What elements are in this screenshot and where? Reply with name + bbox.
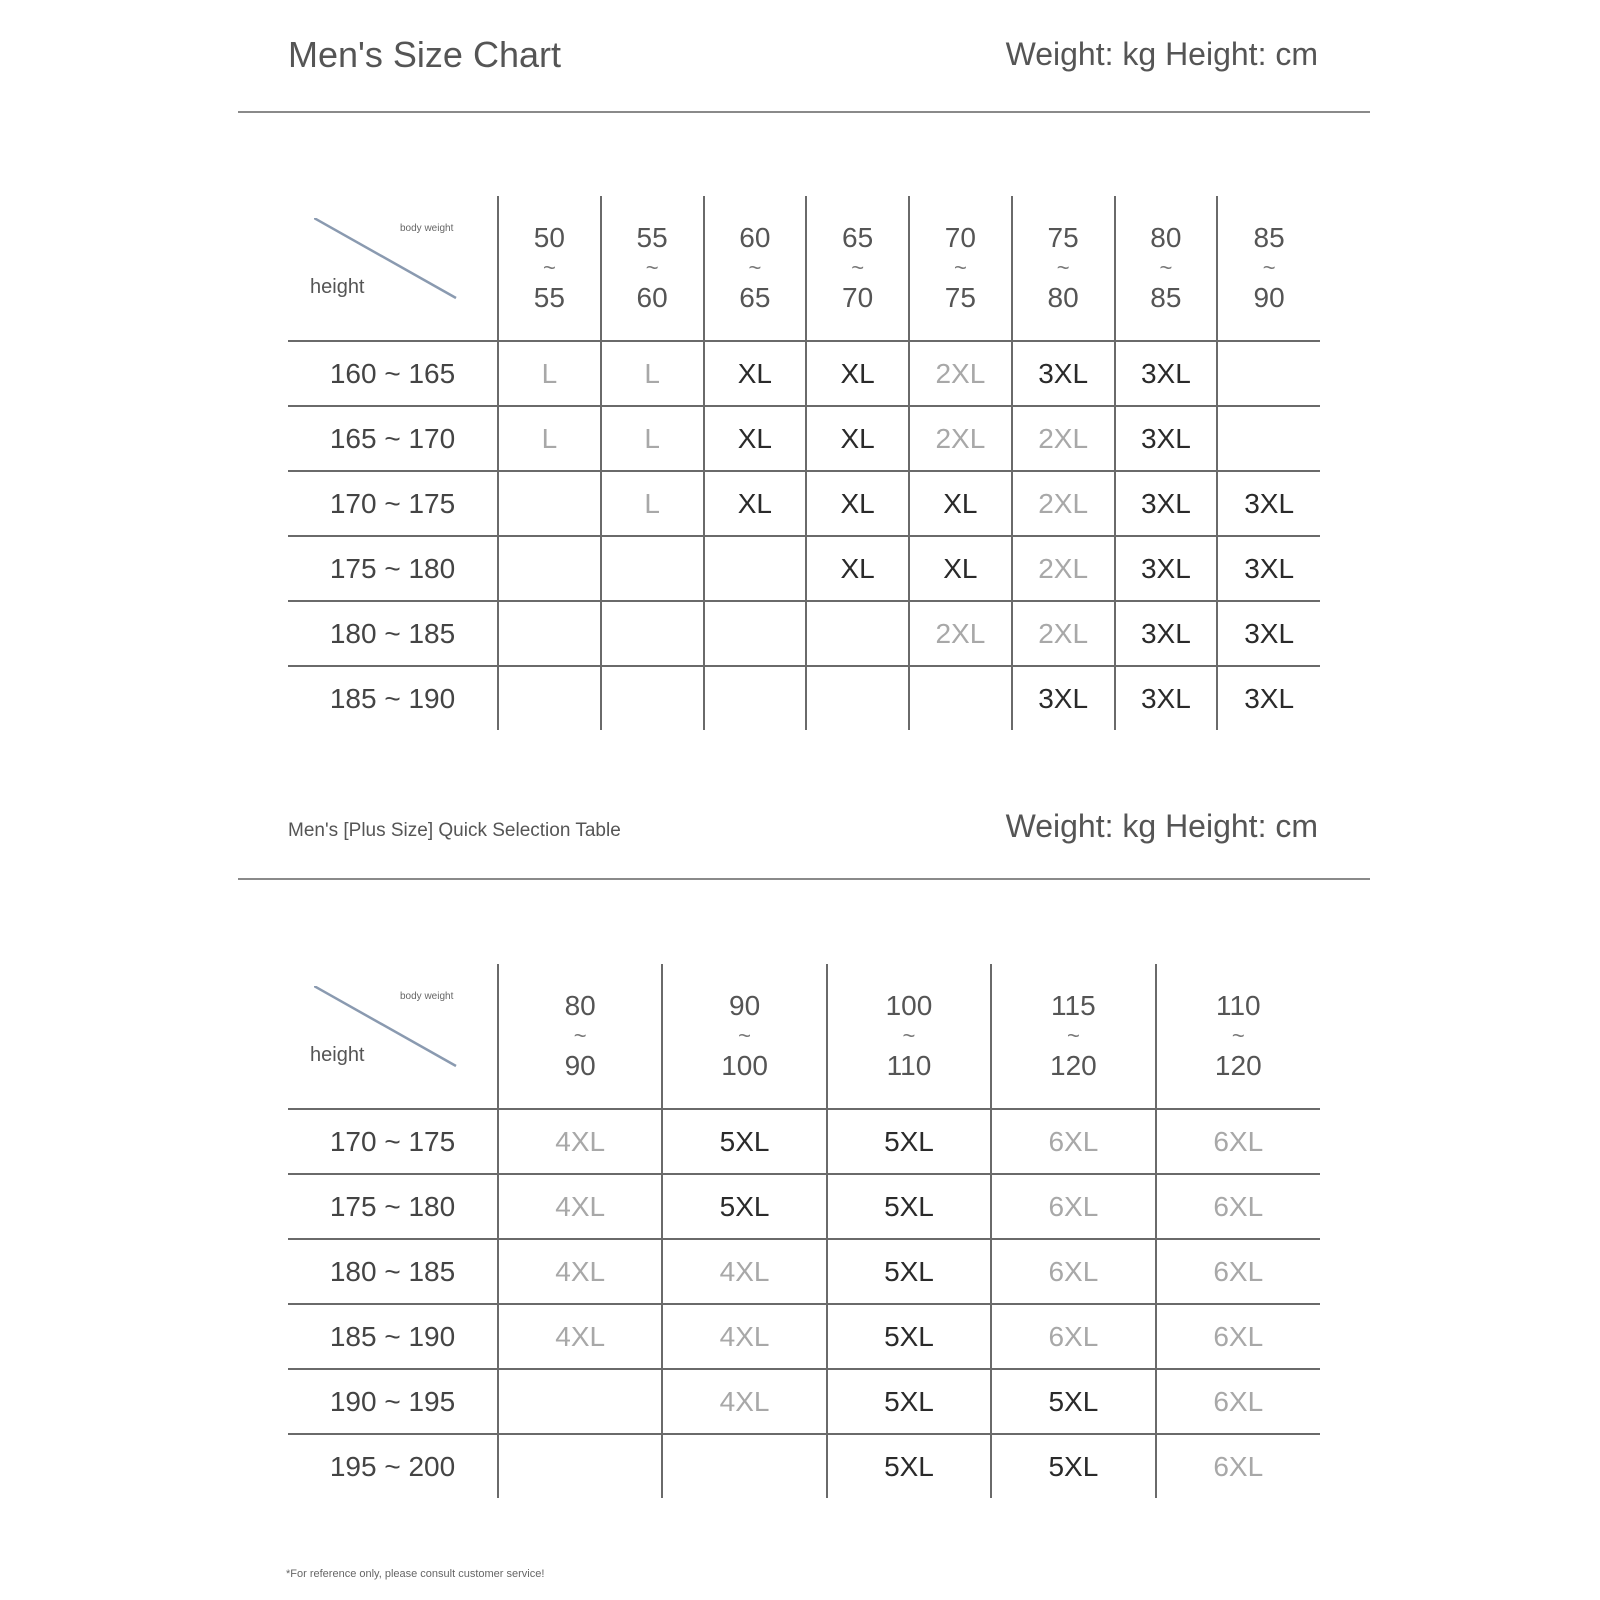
corner-height-label: height (310, 276, 365, 298)
size-cell: 4XL (662, 1304, 826, 1369)
weight-to: 70 (842, 282, 874, 313)
size-chart-header (0, 34, 1600, 94)
weight-range-header (704, 196, 807, 341)
size-cell: XL (909, 536, 1012, 601)
size-cell: 5XL (991, 1434, 1155, 1498)
size-cell: XL (806, 341, 909, 406)
size-cell: 3XL (1217, 536, 1320, 601)
weight-range (705, 221, 806, 314)
plus-size-title: Men's [Plus Size] Quick Selection Table (288, 820, 621, 841)
weight-to: 80 (1047, 282, 1079, 313)
size-cell: 3XL (1115, 601, 1218, 666)
size-cell (498, 536, 601, 601)
plus-size-units: Weight: kg Height: cm (1005, 808, 1318, 844)
table-row (288, 601, 1320, 666)
size-cell: XL (909, 471, 1012, 536)
weight-from: 50 (533, 222, 565, 254)
weight-to: 85 (1150, 282, 1182, 313)
weight-to: 90 (1253, 282, 1285, 313)
plus-size-table (288, 964, 1320, 1498)
height-range-cell: 170 ~ 175 (288, 471, 498, 536)
size-cell (704, 601, 807, 666)
weight-to: 60 (636, 282, 668, 313)
weight-range (602, 221, 703, 314)
weight-from: 80 (1150, 222, 1182, 254)
size-cell (498, 666, 601, 730)
size-cell (1217, 341, 1320, 406)
size-cell: 5XL (662, 1109, 826, 1174)
weight-from: 110 (1215, 990, 1261, 1022)
size-cell: 2XL (1012, 536, 1115, 601)
size-cell: 3XL (1115, 341, 1218, 406)
size-cell: 5XL (827, 1304, 991, 1369)
size-cell: L (601, 471, 704, 536)
table-row (288, 341, 1320, 406)
size-cell: 3XL (1217, 471, 1320, 536)
height-range-cell: 185 ~ 190 (288, 666, 498, 730)
size-cell (1217, 406, 1320, 471)
weight-range (1013, 221, 1114, 314)
size-cell: 2XL (909, 406, 1012, 471)
weight-to: 75 (944, 282, 976, 313)
weight-range-header (498, 196, 601, 341)
size-cell: L (498, 406, 601, 471)
size-cell (601, 536, 704, 601)
size-cell: XL (806, 406, 909, 471)
size-cell: 3XL (1217, 601, 1320, 666)
size-cell: 6XL (1156, 1109, 1320, 1174)
range-tilde: ~ (573, 1023, 587, 1048)
weight-range (828, 989, 990, 1082)
size-cell: 5XL (827, 1239, 991, 1304)
table-row (288, 1369, 1320, 1434)
table-row (288, 1239, 1320, 1304)
height-range-cell: 195 ~ 200 (288, 1434, 498, 1498)
weight-range (1116, 221, 1217, 314)
weight-range-header (909, 196, 1012, 341)
size-cell (662, 1434, 826, 1498)
range-tilde: ~ (851, 255, 865, 280)
weight-to: 120 (1050, 1050, 1097, 1081)
size-chart-units: Weight: kg Height: cm (1005, 36, 1318, 72)
weight-range (499, 989, 661, 1082)
weight-from: 115 (1051, 990, 1096, 1022)
weight-range (992, 989, 1154, 1082)
size-table (288, 196, 1320, 730)
size-cell (498, 601, 601, 666)
table-row (288, 1109, 1320, 1174)
size-cell: 6XL (1156, 1239, 1320, 1304)
size-cell: L (498, 341, 601, 406)
corner-weight-label: body weight (400, 223, 454, 234)
divider (238, 111, 1370, 113)
size-cell: XL (806, 471, 909, 536)
table-row (288, 471, 1320, 536)
weight-range-header (1115, 196, 1218, 341)
range-tilde: ~ (738, 1023, 752, 1048)
range-tilde: ~ (1056, 255, 1070, 280)
size-cell (601, 601, 704, 666)
weight-range-header (662, 964, 826, 1109)
range-tilde: ~ (1231, 1023, 1245, 1048)
weight-to: 90 (564, 1050, 596, 1081)
size-cell (704, 536, 807, 601)
height-range-cell: 170 ~ 175 (288, 1109, 498, 1174)
weight-range-header (991, 964, 1155, 1109)
size-cell: 3XL (1115, 471, 1218, 536)
size-cell: 2XL (909, 341, 1012, 406)
range-tilde: ~ (1262, 255, 1276, 280)
height-range-cell: 185 ~ 190 (288, 1304, 498, 1369)
weight-range (807, 221, 908, 314)
weight-range (1157, 989, 1320, 1082)
range-tilde: ~ (902, 1023, 916, 1048)
size-cell: XL (704, 341, 807, 406)
table-row (288, 406, 1320, 471)
range-tilde: ~ (542, 255, 556, 280)
height-range-cell: 180 ~ 185 (288, 601, 498, 666)
size-cell: 6XL (991, 1239, 1155, 1304)
table-row (288, 666, 1320, 730)
size-cell (601, 666, 704, 730)
range-tilde: ~ (645, 255, 659, 280)
size-cell: 4XL (662, 1369, 826, 1434)
height-range-cell: 175 ~ 180 (288, 1174, 498, 1239)
table-row (288, 536, 1320, 601)
table-corner (288, 196, 498, 341)
weight-range (910, 221, 1011, 314)
weight-range-header (601, 196, 704, 341)
weight-from: 100 (885, 990, 933, 1022)
size-cell: 3XL (1217, 666, 1320, 730)
size-cell: 5XL (827, 1369, 991, 1434)
size-cell: L (601, 406, 704, 471)
size-cell: 3XL (1115, 406, 1218, 471)
size-cell: 5XL (991, 1369, 1155, 1434)
size-cell: 6XL (991, 1109, 1155, 1174)
height-range-cell: 190 ~ 195 (288, 1369, 498, 1434)
weight-to: 55 (533, 282, 565, 313)
table-row (288, 1174, 1320, 1239)
table-row (288, 1304, 1320, 1369)
weight-from: 65 (842, 222, 874, 254)
weight-from: 85 (1253, 222, 1285, 254)
size-cell: 3XL (1115, 666, 1218, 730)
weight-from: 75 (1047, 222, 1079, 254)
size-cell: 3XL (1115, 536, 1218, 601)
weight-range-header (1217, 196, 1320, 341)
corner-height-label: height (310, 1044, 365, 1066)
weight-from: 55 (636, 222, 668, 254)
weight-from: 60 (739, 222, 771, 254)
weight-range (663, 989, 825, 1082)
size-cell: L (601, 341, 704, 406)
size-cell (806, 666, 909, 730)
size-cell: 6XL (1156, 1304, 1320, 1369)
weight-from: 90 (729, 990, 761, 1022)
height-range-cell: 175 ~ 180 (288, 536, 498, 601)
size-cell (806, 601, 909, 666)
size-cell: 6XL (1156, 1369, 1320, 1434)
range-tilde: ~ (748, 255, 762, 280)
size-cell: 5XL (827, 1434, 991, 1498)
size-cell: 5XL (662, 1174, 826, 1239)
weight-range-header (827, 964, 991, 1109)
height-range-cell: 160 ~ 165 (288, 341, 498, 406)
size-cell: 6XL (991, 1304, 1155, 1369)
weight-from: 80 (564, 990, 596, 1022)
size-cell: XL (704, 471, 807, 536)
size-cell (704, 666, 807, 730)
size-cell: 5XL (827, 1174, 991, 1239)
range-tilde: ~ (1066, 1023, 1080, 1048)
table-row (288, 1434, 1320, 1498)
plus-size-header (0, 806, 1600, 866)
size-cell: 4XL (498, 1304, 662, 1369)
size-cell: 5XL (827, 1109, 991, 1174)
weight-range (499, 221, 600, 314)
size-cell: 4XL (498, 1239, 662, 1304)
weight-from: 70 (944, 222, 976, 254)
weight-range (1218, 221, 1320, 314)
divider (238, 878, 1370, 880)
range-tilde: ~ (953, 255, 967, 280)
weight-to: 110 (886, 1050, 932, 1081)
size-cell: 6XL (991, 1174, 1155, 1239)
weight-range-header (1156, 964, 1320, 1109)
height-range-cell: 165 ~ 170 (288, 406, 498, 471)
size-cell: 4XL (498, 1109, 662, 1174)
weight-range-header (806, 196, 909, 341)
size-cell: 3XL (1012, 341, 1115, 406)
size-cell: 2XL (1012, 471, 1115, 536)
size-cell: 2XL (1012, 601, 1115, 666)
size-cell: XL (806, 536, 909, 601)
table-corner (288, 964, 498, 1109)
footnote: *For reference only, please consult customer service! (286, 1568, 545, 1580)
size-cell: XL (704, 406, 807, 471)
size-cell: 2XL (909, 601, 1012, 666)
weight-to: 100 (721, 1050, 768, 1081)
weight-range-header (1012, 196, 1115, 341)
corner-weight-label: body weight (400, 991, 454, 1002)
size-cell: 4XL (662, 1239, 826, 1304)
size-cell (498, 471, 601, 536)
size-cell (909, 666, 1012, 730)
size-chart-title: Men's Size Chart (288, 34, 561, 75)
size-cell (498, 1369, 662, 1434)
height-range-cell: 180 ~ 185 (288, 1239, 498, 1304)
weight-to: 65 (739, 282, 771, 313)
size-cell: 4XL (498, 1174, 662, 1239)
size-cell: 3XL (1012, 666, 1115, 730)
weight-to: 120 (1214, 1050, 1262, 1081)
size-cell: 6XL (1156, 1174, 1320, 1239)
range-tilde: ~ (1159, 255, 1173, 280)
size-cell (498, 1434, 662, 1498)
size-cell: 6XL (1156, 1434, 1320, 1498)
weight-range-header (498, 964, 662, 1109)
size-cell: 2XL (1012, 406, 1115, 471)
